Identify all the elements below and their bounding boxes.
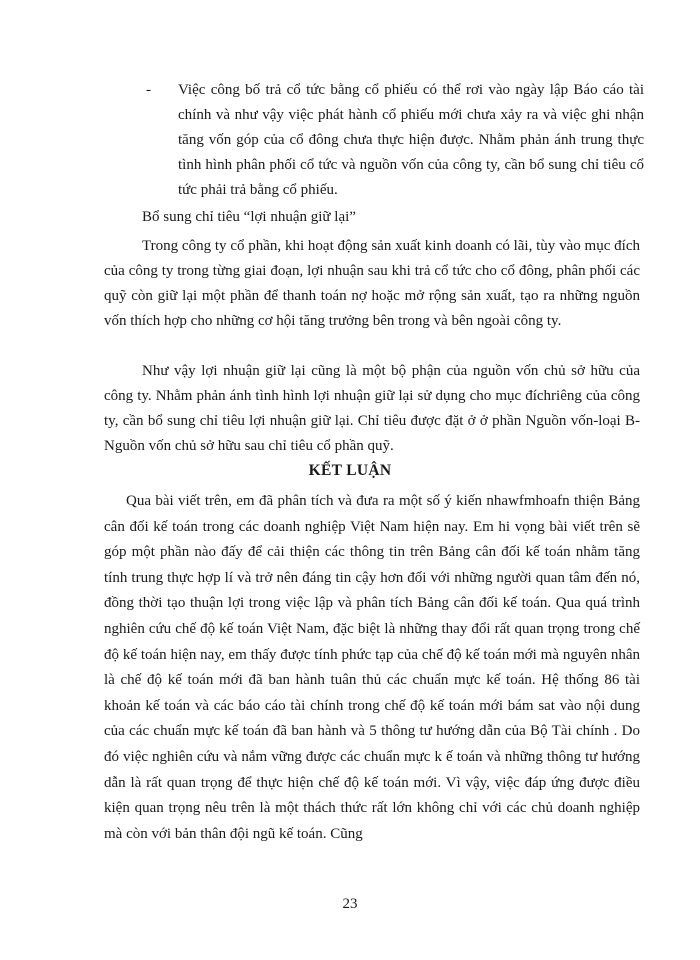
conclusion-paragraph: Qua bài viết trên, em đã phân tích và đưa ra một số ý kiến nhawfmhoafn thiện Bảng cân đối kế toán trong các doanh nghiệp Việt Nam hiện nay. Em hi vọng bài viết trên sẽ góp một phần nào đấy để cải thiện các thông tin trên Bảng cân đối kế toán nhằm tăng tính trung thực hợp lí và trở nên đáng tin cậy hơn đối với những người quan tâm đến nó, đồng thời tạo thuận lợi trong việc lập và phân tích Bảng cân đối kế toán. Qua quá trình nghiên cứu chế độ kế toán Việt Nam, đặc biệt là những thay đổi rất quan trọng trong chế độ kế toán hiện nay, em thấy được tính phức tạp của chế độ kế toán mới mà nguyên nhân là chế độ kế toán mới đã ban hành tuân thủ các chuẩn mực kế toán. Hệ thống 86 tài khoản kế toán và các báo cáo tài chính trong chế độ kế toán mới bám sat vào nội dung của các chuẩn mực kế toán đã ban hành và 5 thông tư hướng dẫn của Bộ Tài chính . Do đó việc nghiên cứu và nắm vững được các chuẩn mực k ế toán và những thông tư hướng dẫn là rất quan trọng để thực hiện chế độ kế toán mới. Vì vậy, việc đáp ứng được điều kiện quan trọng nêu trên là một thách thức rất lớn không chỉ với các chủ doanh nghiệp mà còn với bản thân đội ngũ kế toán. Cũng [104,493,640,842]
bullet-marker: - [146,82,151,98]
bullet-text: Việc công bố trả cổ tức bằng cổ phiếu có thể rơi vào ngày lập Báo cáo tài chính và như vậy việc phát hành cổ phiếu mới chưa xảy ra và việc ghi nhận tăng vốn góp của cổ đông chưa thực hiện được. Nhằm phản ánh trung thực tình hình phân phối cổ tức và nguồn vốn của công ty, cần bổ sung chỉ tiêu cổ tức phải trả bằng cổ phiếu. [178,82,644,198]
paragraph-retained-earnings-2: Như vậy lợi nhuận giữ lại cũng là một bộ phận của nguồn vốn chủ sở hữu của công ty. Nhằm phản ánh tình hình lợi nhuận giữ lại sử dụng cho mục đíchriêng của công ty, cần bổ sung chỉ tiêu lợi nhuận giữ lại. Chỉ tiêu được đặt ở ở phần Nguồn vốn-loại B- Nguồn vốn chủ sở hữu sau chỉ tiêu cổ phần quỹ. [104,363,640,454]
paragraph-retained-earnings-1: Trong công ty cổ phần, khi hoạt động sản xuất kinh doanh có lãi, tùy vào mục đích của công ty trong từng giai đoạn, lợi nhuận sau khi trả cổ tức cho cổ đông, phân phối các quỹ còn giữ lại một phần để thanh toán nợ hoặc mở rộng sản xuất, tạo ra những nguồn vốn thích hợp cho những cơ hội tăng trưởng bên trong và bên ngoài công ty. [104,238,640,329]
section-heading-retained-earnings: Bổ sung chỉ tiêu “lợi nhuận giữ lại” [142,209,356,225]
bullet-item [148,78,644,203]
page-number: 23 [342,896,358,912]
conclusion-title: KẾT LUẬN [308,462,392,479]
